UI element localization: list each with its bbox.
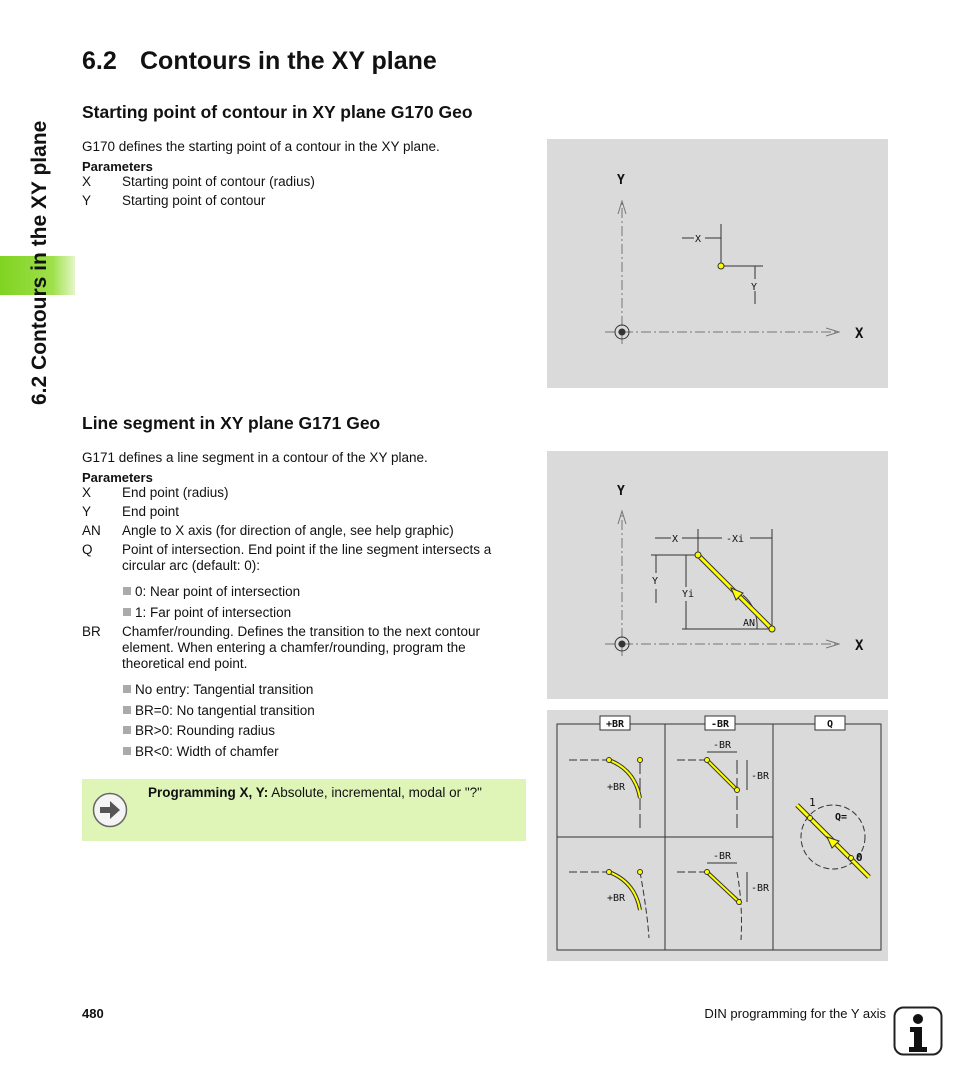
g170-intro: G170 defines the starting point of a contour in the XY plane.	[82, 139, 440, 154]
q-one-label: 1	[809, 796, 816, 809]
param-desc: Angle to X axis (for direction of angle, see help graphic)	[122, 523, 454, 538]
axis-x-label: X	[855, 326, 864, 342]
param-key: Y	[82, 504, 92, 519]
param-key: X	[82, 485, 92, 500]
minus-br-label: -BR	[713, 851, 732, 862]
g171-heading: Line segment in XY plane G171 Geo	[82, 413, 381, 433]
side-chapter-title: 6.2 Contours in the XY plane	[28, 120, 51, 405]
dim-xi-label: -Xi	[726, 534, 745, 545]
axis-y-label: Y	[617, 173, 625, 188]
bullet-square-icon	[123, 726, 131, 734]
header-plus-br: +BR	[605, 719, 625, 730]
bullet-square-icon	[123, 706, 131, 714]
q-zero-label: 0	[856, 851, 863, 864]
g170-params-label: Parameters	[82, 159, 153, 174]
param-key: X	[82, 174, 92, 189]
arrow-right-icon	[92, 792, 128, 828]
g170-heading: Starting point of contour in XY plane G170 Geo	[82, 102, 473, 122]
bullet-square-icon	[123, 747, 131, 755]
g171-intro: G171 defines a line segment in a contour of the XY plane.	[82, 450, 428, 465]
param-key: Q	[82, 542, 93, 557]
param-desc: Chamfer/rounding. Defines the transition to the next contour element. When entering a chamfer/rounding, program the theoretical end point.	[122, 624, 480, 671]
q-equals-label: Q=	[835, 812, 848, 823]
info-icon	[893, 1006, 943, 1056]
param-key: BR	[82, 624, 101, 639]
note-text: Programming X, Y: Absolute, incremental, modal or "?"	[148, 785, 482, 800]
dim-x-label: X	[695, 234, 702, 245]
param-desc: End point	[122, 504, 180, 519]
param-desc: Starting point of contour	[122, 193, 266, 208]
q-option: 1: Far point of intersection	[123, 605, 291, 621]
param-key: Y	[82, 193, 92, 208]
minus-br-label: -BR	[713, 740, 732, 751]
section-number: 6.2	[82, 47, 117, 75]
section-title-text: Contours in the XY plane	[140, 47, 437, 75]
param-desc: End point (radius)	[122, 485, 229, 500]
dim-x-label: X	[672, 534, 679, 545]
angle-label: AN	[743, 618, 756, 629]
dim-y-label: Y	[751, 282, 758, 293]
param-desc: Point of intersection. End point if the line segment intersects a circular arc (default: 0):	[122, 542, 492, 573]
bullet-square-icon	[123, 587, 131, 595]
br-option: BR>0: Rounding radius	[123, 723, 275, 739]
dim-yi-label: Yi	[682, 589, 695, 600]
br-option: BR=0: No tangential transition	[123, 703, 315, 719]
page-number: 480	[82, 1006, 104, 1021]
bullet-square-icon	[123, 608, 131, 616]
minus-br-label: -BR	[751, 771, 770, 782]
br-option: No entry: Tangential transition	[123, 682, 313, 698]
minus-br-label: -BR	[751, 883, 770, 894]
param-key: AN	[82, 523, 101, 538]
header-q: Q	[826, 719, 834, 730]
header-minus-br: -BR	[710, 719, 730, 730]
axis-y-label: Y	[617, 484, 625, 499]
plus-br-label: +BR	[607, 782, 626, 793]
dim-y-label: Y	[652, 576, 659, 587]
section-title	[82, 47, 437, 76]
g171-params-label: Parameters	[82, 470, 153, 485]
q-option: 0: Near point of intersection	[123, 584, 300, 600]
br-option: BR<0: Width of chamfer	[123, 744, 279, 760]
programming-note	[82, 779, 526, 841]
plus-br-label: +BR	[607, 893, 626, 904]
bullet-square-icon	[123, 685, 131, 693]
br-q-help-graphic	[547, 710, 888, 961]
axis-x-label: X	[855, 638, 864, 654]
g171-help-graphic	[547, 451, 888, 699]
footer-chapter: DIN programming for the Y axis	[704, 1006, 886, 1021]
param-desc: Starting point of contour (radius)	[122, 174, 315, 189]
g170-help-graphic	[547, 139, 888, 388]
